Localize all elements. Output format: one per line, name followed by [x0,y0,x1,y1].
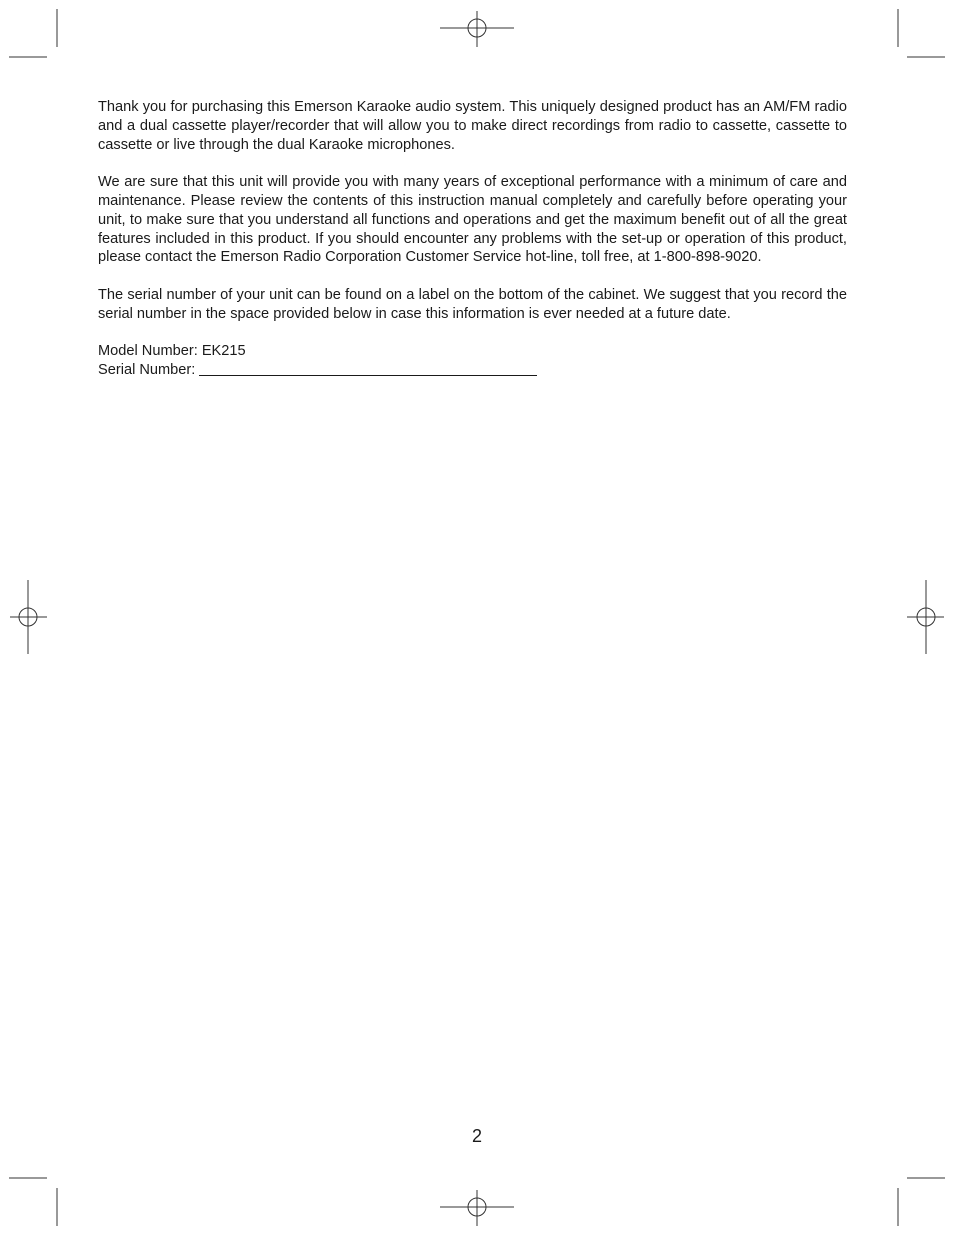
model-number-label: Model Number: [98,343,198,360]
registration-mark-bottom-icon [440,1190,514,1226]
serial-number-line [98,361,847,380]
intro-paragraph-2: We are sure that this unit will provide you with many years of exceptional performance with a minimum of care and maintenance. Please review the contents of this instruction manual completely and carefully before operating your unit, to make sure that you understand all functions and operations and get the maximum benefit out of all the great features included in this product. If you should encounter any problems with the set-up or operation of this product, please contact the Emerson Radio Corporation Customer Service hot-line, toll free, at 1-800-898-9020. [98,174,847,266]
intro-text-block [98,98,847,380]
registration-mark-left-icon [10,580,47,654]
intro-paragraph-1: Thank you for purchasing this Emerson Karaoke audio system. This uniquely designed product has an AM/FM radio and a dual cassette player/recorder that will allow you to make direct recordings from radio to cassette, cassette to cassette or live through the dual Karaoke microphones. [98,99,847,153]
serial-number-blank [199,361,537,376]
registration-mark-top-icon [440,11,514,47]
serial-number-label: Serial Number: [98,362,196,379]
registration-mark-right-icon [907,580,944,654]
page-number: 2 [471,1126,482,1146]
intro-paragraph-3: The serial number of your unit can be found on a label on the bottom of the cabinet. We suggest that you record the serial number in the space provided below in case this information is ever needed at a future date. [98,286,847,322]
model-number-value: EK215 [201,343,246,360]
model-number-line [98,342,847,361]
